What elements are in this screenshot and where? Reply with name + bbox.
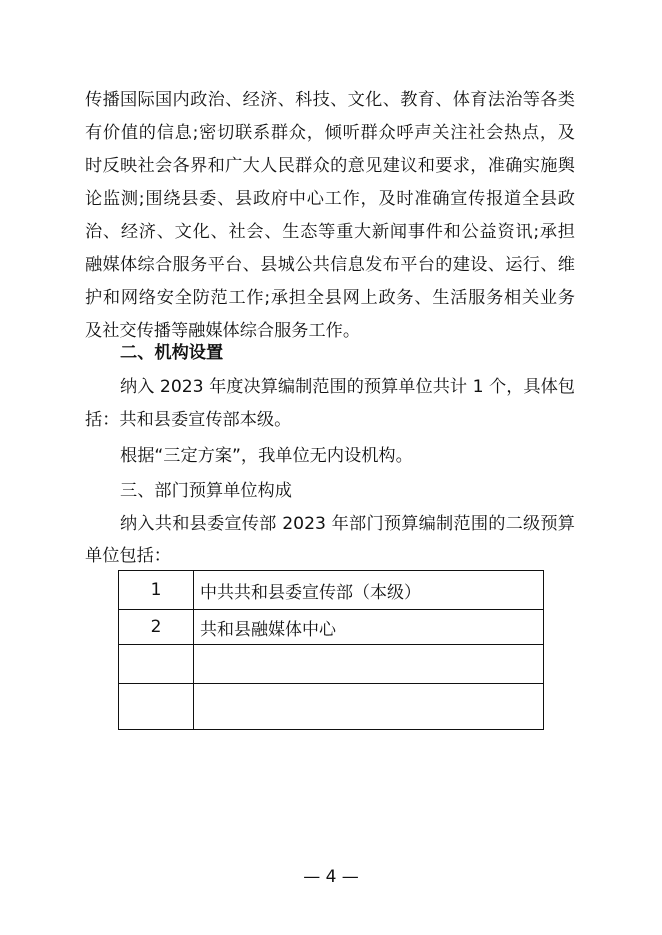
text-line: 时反映社会各界和广大人民群众的意见建议和要求，准确实施舆 — [85, 156, 575, 176]
text-line: 护和网络安全防范工作;承担全县网上政务、生活服务相关业务 — [85, 288, 575, 308]
text-line: 单位包括： — [85, 546, 171, 566]
text-line: 有价值的信息;密切联系群众，倾听群众呼声关注社会热点，及 — [85, 123, 575, 143]
section-heading-org: 二、机构设置 — [120, 343, 224, 363]
table-row — [119, 571, 544, 610]
unit-name: 中共共和县委宣传部（本级） — [194, 571, 544, 610]
text-line: 治、经济、文化、社会、生态等重大新闻事件和公益资讯;承担 — [85, 222, 575, 242]
text-line: 纳入共和县委宣传部 2023 年部门预算编制范围的二级预算 — [120, 514, 575, 534]
table-row — [119, 684, 544, 730]
text-line: 传播国际国内政治、经济、科技、文化、教育、体育法治等各类 — [85, 90, 575, 110]
row-number — [119, 645, 194, 684]
text-line: 论监测;围绕县委、县政府中心工作，及时准确宣传报道全县政 — [85, 189, 575, 209]
text-line: 括：共和县委宣传部本级。 — [85, 410, 292, 430]
page-number: — 4 — — [303, 867, 359, 887]
section-heading-units: 三、部门预算单位构成 — [120, 481, 292, 501]
unit-name: 共和县融媒体中心 — [194, 610, 544, 645]
budget-units-table — [118, 570, 544, 730]
row-number: 1 — [119, 571, 194, 610]
row-number: 2 — [119, 610, 194, 645]
table-row — [119, 645, 544, 684]
text-line: 及社交传播等融媒体综合服务工作。 — [85, 321, 361, 341]
unit-name — [194, 684, 544, 730]
row-number — [119, 684, 194, 730]
table-row — [119, 610, 544, 645]
unit-name — [194, 645, 544, 684]
text-line: 根据“三定方案”，我单位无内设机构。 — [120, 446, 413, 466]
text-line: 纳入 2023 年度决算编制范围的预算单位共计 1 个，具体包 — [120, 377, 575, 397]
text-line: 融媒体综合服务平台、县城公共信息发布平台的建设、运行、维 — [85, 255, 575, 275]
